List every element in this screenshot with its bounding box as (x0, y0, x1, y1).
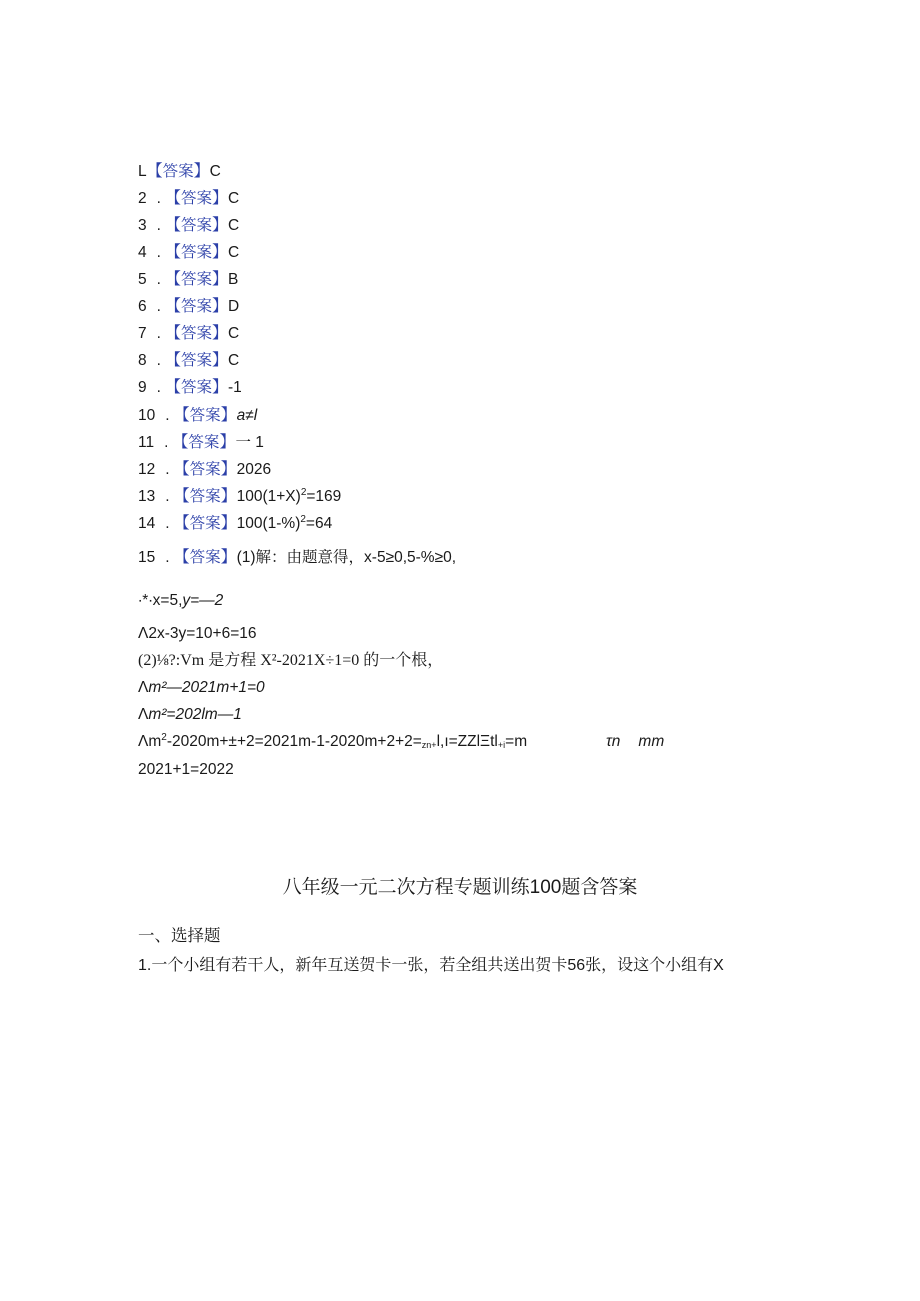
answer-tag: 答案 (180, 217, 212, 234)
answer-dot: . (156, 379, 161, 396)
answer-value: C (227, 325, 240, 342)
document-title: 八年级一元二次方程专题训练100题含答案 (282, 877, 638, 898)
answer-line-4: 4 . 【答案】C (138, 242, 240, 261)
answer-line-11: 11 . 【答案】一 1 (138, 432, 264, 451)
answer-number: 7 (138, 325, 147, 342)
answer-tag: 答案 (189, 461, 221, 478)
answer-value: C (227, 217, 240, 234)
answer-line-14: 14 . 【答案】$100(1-\%)^2=64$ (138, 513, 333, 532)
answer-number: 9 (138, 379, 147, 396)
answer-line-10: 10 . 【答案】a≠l (138, 405, 258, 424)
answer-tag: 答案 (162, 163, 194, 180)
answer-line-3: 3 . 【答案】C (138, 215, 240, 234)
answer-number: 5 (138, 271, 147, 288)
answer-value: B (227, 271, 239, 288)
answer-tag: 答案 (189, 488, 221, 505)
answer-number: L (138, 163, 147, 180)
answer-tag: 答案 (180, 244, 212, 261)
answer-dot: . (156, 244, 161, 261)
answer-tag: 答案 (189, 549, 221, 566)
answer-line-1: L【答案】C (138, 161, 221, 180)
answer-line-7: 7 . 【答案】C (138, 323, 240, 342)
answer-value: C (227, 190, 240, 207)
answer-dot: . (156, 190, 161, 207)
answer-value: a≠l (236, 407, 258, 424)
answer-dot: . (156, 217, 161, 234)
answer-tag: 答案 (180, 190, 212, 207)
solution-line-6: $\Lambda m^2-2020m+\pm+2=2021m-1-2020m+2+2=_{zn+}l,ı=ZZl\Xi tl_{+i}=m$ (138, 731, 528, 750)
answer-line-8: 8 . 【答案】C (138, 350, 240, 369)
answer-value: $100(1+X)^2=169$ (236, 486, 342, 505)
answer-line-2: 2 . 【答案】C (138, 188, 240, 207)
question-1: 1.一个小组有若干人，新年互送贺卡一张，若全组共送出贺卡56张，设这个小组有X (138, 957, 724, 974)
answer-dot: . (156, 325, 161, 342)
answer-number: 12 (138, 461, 156, 478)
answer-dot: . (156, 352, 161, 369)
answer-tag: 答案 (188, 434, 220, 451)
answer-value: D (227, 298, 240, 315)
solution-line-2: Λ2x-3y=10+6=16 (138, 625, 257, 642)
answer-line-5: 5 . 【答案】B (138, 269, 239, 288)
answer-value: C (227, 244, 240, 261)
answer-dot: . (165, 488, 170, 505)
solution-line-1: ∙*∙x=5,y=—2 (138, 592, 224, 609)
answer-number: 3 (138, 217, 147, 234)
answer-tag: 答案 (180, 325, 212, 342)
answer-number: 4 (138, 244, 147, 261)
answer-dot: . (165, 407, 170, 424)
answer-dot: . (165, 461, 170, 478)
answer-line-9: 9 . 【答案】-1 (138, 377, 242, 396)
section-heading: 一、选择题 (138, 927, 221, 945)
solution-line-6-right: τn mm (606, 733, 665, 750)
answer-line-12: 12 . 【答案】2026 (138, 459, 272, 478)
answer-line-15: 15 . 【答案】(1)解：由题意得，x-5≥0,5-%≥0, (138, 547, 457, 566)
answer-tag: 答案 (180, 298, 212, 315)
answer-tag: 答案 (180, 352, 212, 369)
answer-value: (1)解：由题意得，x-5≥0,5-%≥0, (236, 549, 457, 566)
answer-number: 11 (138, 434, 155, 451)
answer-number: 8 (138, 352, 147, 369)
solution-line-5: Λm²=202lm—1 (138, 706, 242, 723)
answer-number: 6 (138, 298, 147, 315)
answer-value: 2026 (236, 461, 272, 478)
answer-tag: 答案 (180, 271, 212, 288)
answer-dot: . (165, 515, 170, 532)
answer-tag: 答案 (189, 515, 221, 532)
solution-line-3: (2)⅛?:Vm 是方程 X²-2021X÷1=0 的一个根， (138, 652, 444, 669)
answer-line-6: 6 . 【答案】D (138, 296, 240, 315)
answer-dot: . (156, 271, 161, 288)
answer-dot: . (156, 298, 161, 315)
answer-value: C (227, 352, 240, 369)
solution-line-4: Λm²—2021m+1=0 (138, 679, 265, 696)
answer-number: 10 (138, 407, 156, 424)
answer-dot: . (164, 434, 169, 451)
answer-line-13: 13 . 【答案】$100(1+X)^2=169$ (138, 486, 342, 505)
answer-number: 15 (138, 549, 156, 566)
answer-tag: 答案 (189, 407, 221, 424)
answer-tag: 答案 (180, 379, 212, 396)
answer-number: 13 (138, 488, 156, 505)
answer-value: C (209, 163, 221, 180)
answer-value: $100(1-\%)^2=64$ (236, 513, 333, 532)
answer-number: 2 (138, 190, 147, 207)
answer-number: 14 (138, 515, 156, 532)
answer-value: -1 (227, 379, 242, 396)
answer-dot: . (165, 549, 170, 566)
answer-value: 一 1 (235, 434, 264, 451)
solution-line-7: 2021+1=2022 (138, 761, 234, 778)
